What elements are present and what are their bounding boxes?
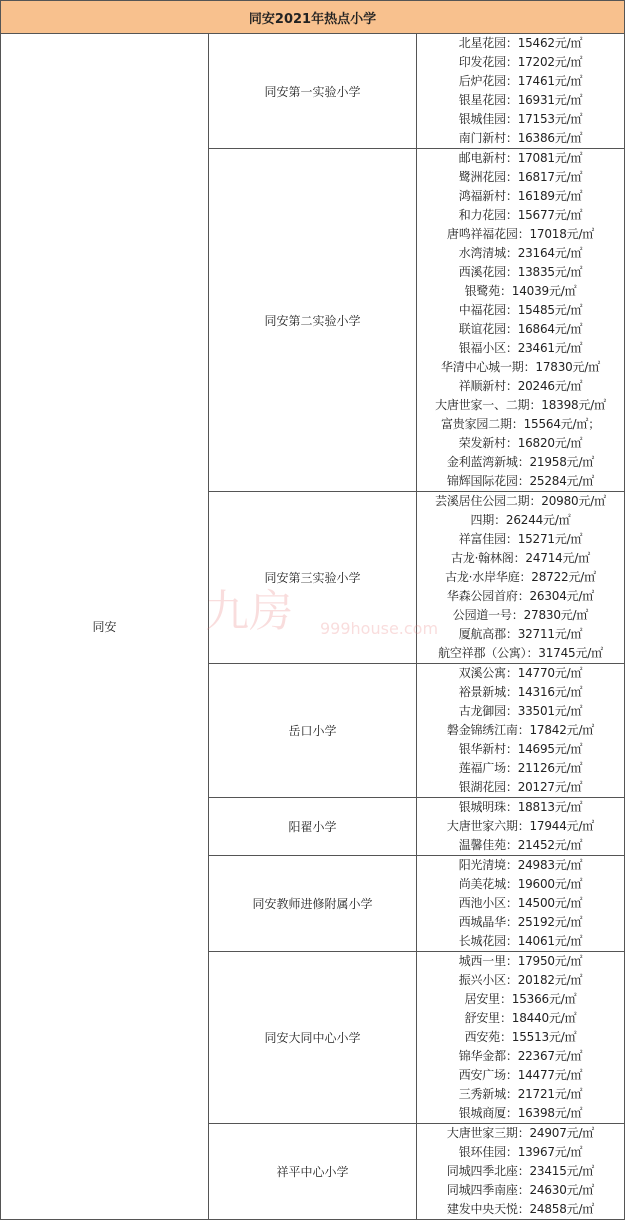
listing-item: 古龙御园：33501元/㎡: [458, 704, 583, 718]
district-cell: 同安: [1, 34, 209, 1220]
listing-item: 华森公园首府：26304元/㎡: [446, 589, 595, 603]
listing-item: 鹭洲花园：16817元/㎡: [458, 170, 583, 184]
school-name: 同安第二实验小学: [209, 149, 417, 492]
listing-item: 古龙·翰林阁：24714元/㎡: [450, 551, 591, 565]
listing-item: 祥富佳园：15271元/㎡: [458, 532, 583, 546]
listing-item: 中福花园：15485元/㎡: [458, 303, 583, 317]
school-row: [1, 34, 625, 149]
listing-item: 邮电新村：17081元/㎡: [458, 151, 583, 165]
listing-item: 银城佳园：17153元/㎡: [458, 112, 583, 126]
listing-item: 公园道一号：27830元/㎡: [452, 608, 589, 622]
listing-item: 大唐世家一、二期：18398元/㎡: [435, 398, 606, 412]
listing-item: 南门新村：16386元/㎡: [458, 131, 583, 145]
listing-list: [417, 492, 625, 664]
listing-item: 四期：26244元/㎡: [470, 513, 571, 527]
listing-list: [417, 798, 625, 856]
listing-item: 西安广场：14477元/㎡: [458, 1068, 583, 1082]
listing-item: 双溪公寓：14770元/㎡: [458, 666, 583, 680]
listing-item: 古龙·水岸华庭：28722元/㎡: [445, 570, 596, 584]
listing-item: 西池小区：14500元/㎡: [458, 896, 583, 910]
listing-item: 莲福广场：21126元/㎡: [458, 761, 583, 775]
listing-item: 唐鸣祥福花园：17018元/㎡: [446, 227, 595, 241]
listing-item: 银华新村：14695元/㎡: [458, 742, 583, 756]
listing-item: 航空祥郡（公寓）：31745元/㎡: [438, 646, 603, 660]
listing-item: 银福小区：23461元/㎡: [458, 341, 583, 355]
listing-item: 荣发新村：16820元/㎡: [458, 436, 583, 450]
listing-item: 长城花园：14061元/㎡: [458, 934, 583, 948]
listing-item: 城西一里：17950元/㎡: [458, 954, 583, 968]
listing-item: 建发中央天悦：24858元/㎡: [446, 1202, 595, 1216]
listing-item: 振兴小区：20182元/㎡: [458, 973, 583, 987]
listing-item: 裕景新城：14316元/㎡: [458, 685, 583, 699]
school-name: 祥平中心小学: [209, 1124, 417, 1220]
listing-list: [417, 1124, 625, 1220]
listing-list: [417, 856, 625, 952]
listing-item: 华清中心城一期：17830元/㎡: [440, 360, 601, 374]
listing-item: 大唐世家三期：24907元/㎡: [446, 1126, 595, 1140]
listing-item: 尚美花城：19600元/㎡: [458, 877, 583, 891]
listing-item: 西安苑：15513元/㎡: [464, 1030, 577, 1044]
watermark-logo: 九房 999house.com: [205, 586, 439, 638]
school-name: 岳口小学: [209, 664, 417, 798]
listing-list: [417, 34, 625, 149]
listing-item: 祥顺新村：20246元/㎡: [458, 379, 583, 393]
listing-item: 三秀新城：21721元/㎡: [458, 1087, 583, 1101]
school-name: 同安第三实验小学: [209, 492, 417, 664]
listing-item: 同城四季南座：24630元/㎡: [446, 1183, 595, 1197]
header-row: [1, 1, 625, 34]
listing-item: 西溪花园：13835元/㎡: [458, 265, 583, 279]
listing-item: 鸿福新村：16189元/㎡: [458, 189, 583, 203]
listing-item: 水湾清城：23164元/㎡: [458, 246, 583, 260]
listing-item: 厦航高郡：32711元/㎡: [458, 627, 583, 641]
school-name: 同安教师进修附属小学: [209, 856, 417, 952]
listing-item: 联谊花园：16864元/㎡: [458, 322, 583, 336]
listing-list: [417, 664, 625, 798]
school-name: 同安大同中心小学: [209, 952, 417, 1124]
listing-list: [417, 149, 625, 492]
listing-item: 磐金锦绣江南：17842元/㎡: [446, 723, 595, 737]
listing-item: 温馨佳苑：21452元/㎡: [458, 838, 583, 852]
school-name: 同安第一实验小学: [209, 34, 417, 149]
listing-item: 银鹭苑：14039元/㎡: [464, 284, 577, 298]
listing-item: 富贵家园二期：15564元/㎡；: [440, 417, 601, 431]
listing-item: 北星花园：15462元/㎡: [458, 36, 583, 50]
listing-item: 芸溪居住公园二期：20980元/㎡: [435, 494, 606, 508]
listing-item: 同城四季北座：23415元/㎡: [446, 1164, 595, 1178]
listing-item: 舒安里：18440元/㎡: [464, 1011, 577, 1025]
listing-item: 银城明珠：18813元/㎡: [458, 800, 583, 814]
table-title: 同安2021年热点小学: [1, 1, 625, 34]
listing-item: 印发花园：17202元/㎡: [458, 55, 583, 69]
listing-item: 银湖花园：20127元/㎡: [458, 780, 583, 794]
listing-item: 西城晶华：25192元/㎡: [458, 915, 583, 929]
listing-item: 居安里：15366元/㎡: [464, 992, 577, 1006]
listing-item: 后炉花园：17461元/㎡: [458, 74, 583, 88]
listing-item: 阳光清境：24983元/㎡: [458, 858, 583, 872]
school-name: 阳翟小学: [209, 798, 417, 856]
listing-item: 银星花园：16931元/㎡: [458, 93, 583, 107]
listing-list: [417, 952, 625, 1124]
listing-item: 大唐世家六期：17944元/㎡: [446, 819, 595, 833]
listing-item: 银环佳园：13967元/㎡: [458, 1145, 583, 1159]
listing-item: 和力花园：15677元/㎡: [458, 208, 583, 222]
listing-item: 银城商厦：16398元/㎡: [458, 1106, 583, 1120]
listing-item: 锦华金都：22367元/㎡: [458, 1049, 583, 1063]
listing-item: 锦辉国际花园：25284元/㎡: [446, 474, 595, 488]
listing-item: 金利蓝湾新城：21958元/㎡: [446, 455, 595, 469]
